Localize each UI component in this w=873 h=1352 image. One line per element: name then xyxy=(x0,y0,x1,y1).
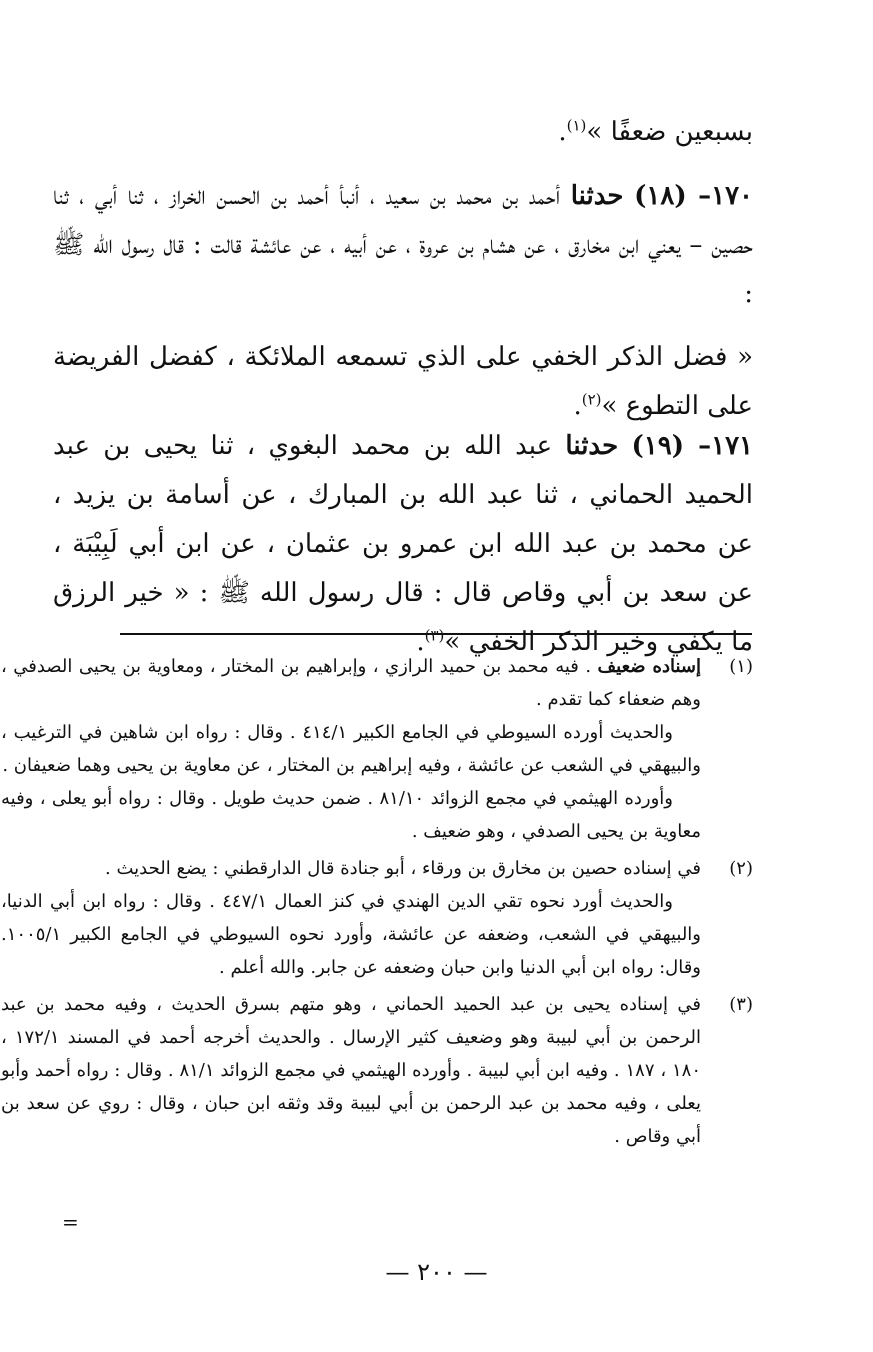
hadith-170 xyxy=(53,172,753,319)
hadith-matn: « فضل الذكر الخفي على الذي تسمعه الملائكة ، كفضل الفريضة على التطوع » xyxy=(53,342,753,421)
hadith-number: ١٧١– (١٩) xyxy=(631,431,754,461)
footnote-text: في إسناده يحيى بن عبد الحميد الحماني ، وهو متهم بسرق الحديث ، وفيه محمد بن عبد الرحمن بن أبي لبيبة وهو وضعيف كثير الإرسال . والحديث أخرجه أحمد في المسند ١٧٢/١ ، ١٨٠ ، ١٨٧ . وفيه ابن أبي لبيبة . وأورده الهيثمي في مجمع الزوائد ٨١/١ . وقال : رواه أحمد وأبو يعلى ، وفيه محمد بن عبد الرحمن بن أبي لبيبة وقد وثقه ابن حبان ، وقال : روي عن سعد بن أبي وقاص . xyxy=(1,994,702,1147)
footnote-number: (٣) xyxy=(729,994,753,1015)
haddathana-word: حدثنا xyxy=(570,181,624,211)
hadith-number: ١٧٠– (١٨) xyxy=(634,181,754,211)
page-number: — ٢٠٠ — xyxy=(385,1258,488,1286)
footnotes xyxy=(1,650,753,1157)
footnote-text: في إسناده حصين بن مخارق بن ورقاء ، أبو جنادة قال الدارقطني : يضع الحديث . xyxy=(105,858,701,879)
hadith-isnad-matn: عبد الله بن محمد البغوي ، ثنا يحيى بن عبد الحميد الحماني ، ثنا عبد الله بن المبارك ، عن أسامة بن يزيد ، عن محمد بن عبد الله ابن عمرو بن عثمان ، عن ابن أبي لَبِيْبَة ، عن سعد بن أبي وقاص قال : قال رسول الله ﷺ : « خير الرزق ما يكفي وخير الذكر الخفي » xyxy=(53,431,753,657)
lead-line: بسبعين ضعفًا »$^{(١)}$. xyxy=(558,116,753,147)
footnote-text: وأورده الهيثمي في مجمع الزوائد ٨١/١٠ . ضمن حديث طويل . وقال : رواه أبو يعلى ، وفيه معاوية بن يحيى الصدفي ، وهو ضعيف . xyxy=(1,788,701,842)
hadith-isnad: أحمد بن محمد بن سعيد ، أنبأ أحمد بن الحسن الخراز ، ثنا أبي ، ثنا حصين – يعني ابن مخارق ، عن هشام بن عروة ، عن أبيه ، عن عائشة قالت : قال رسول الله ﷺ : xyxy=(53,181,753,309)
footnote-3 xyxy=(1,988,753,1153)
footnote-2 xyxy=(1,852,753,984)
footnote-text: والحديث أورده السيوطي في الجامع الكبير ٤١٤/١ . وقال : رواه ابن شاهين في الترغيب ، والبيهقي في الشعب عن عائشة ، وفيه إبراهيم بن المختار ، عن معاوية بن يحيى وهما ضعيفان . xyxy=(1,722,701,776)
footnote-number: (١) xyxy=(729,656,753,677)
footnote-text: . فيه محمد بن حميد الرازي ، وإبراهيم بن المختار ، ومعاوية بن يحيى الصدفي ، وهم ضعفاء كما تقدم . xyxy=(1,656,701,710)
footnote-ref-2: (٢) xyxy=(581,390,602,409)
lead-text: بسبعين ضعفًا » xyxy=(586,117,753,147)
footnote-lead: إسناده ضعيف xyxy=(597,656,701,677)
hadith-171: ١٧١– (١٩) حدثنا عبد الله بن محمد البغوي ، ثنا يحيى بن عبد الحميد الحماني ، ثنا عبد الله بن المبارك ، عن أسامة بن يزيد ، عن محمد بن عبد الله ابن عمرو بن عثمان ، عن ابن أبي لَبِيْبَة ، عن سعد بن أبي وقاص قال : قال رسول الله ﷺ : « خير الرزق ما يكفي وخير الذكر الخفي »$^{(٣)}$. xyxy=(53,431,754,657)
footnote-ref-1: (١) xyxy=(566,116,587,135)
footnote-ref-3: (٣) xyxy=(424,626,445,645)
continuation-mark: = xyxy=(62,1210,79,1234)
haddathana-word: حدثنا xyxy=(565,431,619,461)
footnote-text: والحديث أورد نحوه تقي الدين الهندي في كنز العمال ٤٤٧/١ . وقال : رواه ابن أبي الدنيا، والبيهقي في الشعب، وضعفه عن عائشة، وأورد نحوه السيوطي في الجامع الكبير ١٠٠٥/١. وقال: رواه ابن أبي الدنيا وابن حبان وضعفه عن جابر. والله أعلم . xyxy=(1,891,701,978)
hadith-170-matn: « فضل الذكر الخفي على الذي تسمعه الملائكة ، كفضل الفريضة على التطوع »$^{(٢)}$. xyxy=(53,342,753,421)
footnote-1 xyxy=(1,650,753,848)
footnote-number: (٢) xyxy=(729,858,753,879)
footnote-divider xyxy=(120,633,752,635)
